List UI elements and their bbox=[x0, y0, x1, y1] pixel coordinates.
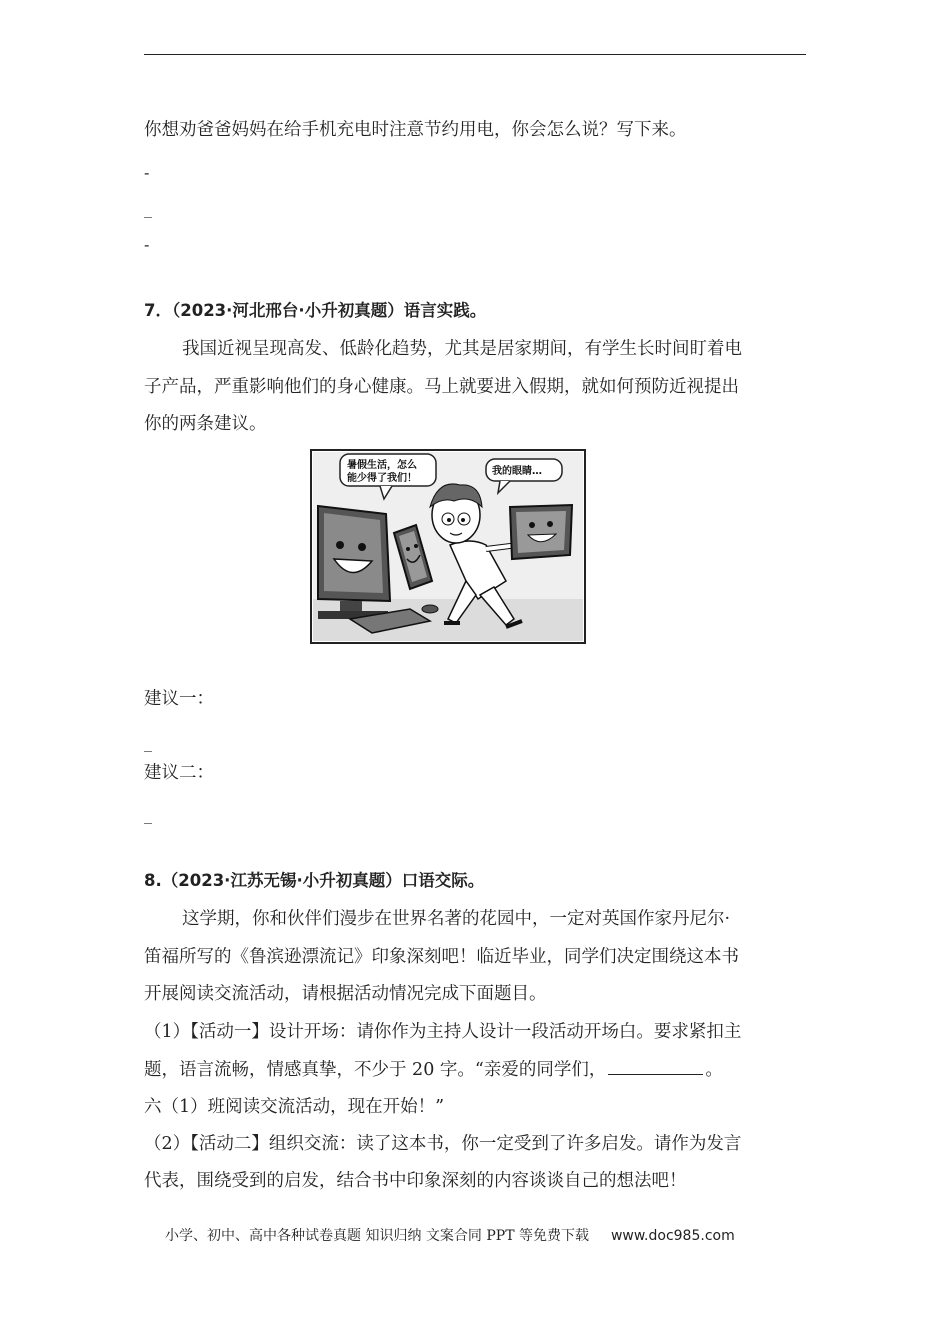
q8-paragraph-line-3: 开展阅读交流活动，请根据活动情况完成下面题目。 bbox=[144, 984, 547, 1004]
answer-mark-2: _ bbox=[144, 199, 152, 218]
suggestion-1-label: 建议一： bbox=[144, 689, 214, 709]
q8-sub1-line-2 bbox=[144, 1060, 723, 1080]
answer-mark-3: - bbox=[144, 235, 150, 254]
intro-prompt: 你想劝爸爸妈妈在给手机充电时注意节约用电，你会怎么说？写下来。 bbox=[144, 120, 687, 140]
q8-paragraph-line-1: 这学期，你和伙伴们漫步在世界名著的花园中，一定对英国作家丹尼尔· bbox=[182, 909, 731, 929]
question-7-heading: 7．（2023·河北邢台·小升初真题）语言实践。 bbox=[144, 301, 487, 320]
q8-sub1-line-1: （1）【活动一】设计开场：请你作为主持人设计一段活动开场白。要求紧扣主 bbox=[144, 1022, 742, 1042]
tablet-icon bbox=[510, 505, 572, 559]
right-bubble-text: 我的眼睛… bbox=[492, 466, 542, 477]
left-bubble-line-1: 暑假生活，怎么 bbox=[347, 460, 417, 471]
q8-sub1-line-2-end: 。 bbox=[705, 1060, 723, 1080]
suggestion-1-answer-mark: _ bbox=[144, 733, 152, 752]
footer-site-link[interactable]: www.doc985.com bbox=[610, 1228, 735, 1244]
cartoon-illustration bbox=[310, 449, 586, 644]
answer-mark-1: - bbox=[144, 163, 150, 182]
q7-paragraph-line-2: 子产品，严重影响他们的身心健康。马上就要进入假期，就如何预防近视提出 bbox=[144, 377, 739, 397]
q8-sub1-line-3: 六（1）班阅读交流活动，现在开始！” bbox=[144, 1097, 445, 1117]
left-bubble-line-2: 能少得了我们！ bbox=[347, 473, 417, 484]
q7-paragraph-line-3: 你的两条建议。 bbox=[144, 414, 267, 434]
q8-sub1-line-2-text: 题，语言流畅，情感真挚，不少于 20 字。“亲爱的同学们， bbox=[144, 1060, 607, 1080]
header-rule bbox=[144, 54, 806, 55]
q8-paragraph-line-2: 笛福所写的《鲁滨逊漂流记》印象深刻吧！临近毕业，同学们决定围绕这本书 bbox=[144, 947, 739, 967]
q8-sub2-line-1: （2）【活动二】组织交流：读了这本书，你一定受到了许多启发。请作为发言 bbox=[144, 1134, 742, 1154]
q8-sub2-line-2: 代表，围绕受到的启发，结合书中印象深刻的内容谈谈自己的想法吧！ bbox=[144, 1171, 687, 1191]
question-8-heading: 8.（2023·江苏无锡·小升初真题）口语交际。 bbox=[144, 871, 485, 890]
suggestion-2-answer-mark: _ bbox=[144, 805, 152, 824]
q7-paragraph-line-1: 我国近视呈现高发、低龄化趋势，尤其是居家期间，有学生长时间盯着电 bbox=[182, 339, 742, 359]
suggestion-2-label: 建议二： bbox=[144, 763, 214, 783]
opening-answer-blank[interactable] bbox=[608, 1060, 703, 1075]
footer-text: 小学、初中、高中各种试卷真题 知识归纳 文案合同 PPT 等免费下载 bbox=[165, 1228, 589, 1244]
footer bbox=[165, 1227, 735, 1245]
